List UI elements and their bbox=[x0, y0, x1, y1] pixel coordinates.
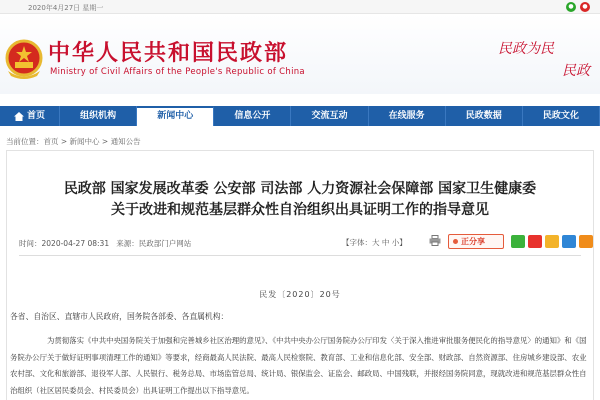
article-panel bbox=[6, 150, 594, 400]
main-nav bbox=[0, 106, 600, 126]
social-links bbox=[566, 2, 590, 12]
meta-divider bbox=[19, 255, 581, 256]
nav-item-online-services[interactable]: 在线服务 bbox=[369, 106, 446, 126]
article-title-line-1: 民政部 国家发展改革委 公安部 司法部 人力资源社会保障部 国家卫生健康委 bbox=[63, 181, 537, 197]
nav-item-interaction[interactable]: 交流互动 bbox=[291, 106, 368, 126]
nav-item-organization[interactable]: 组织机构 bbox=[60, 106, 137, 126]
publish-time: 2020-04-27 08:31 bbox=[41, 239, 110, 248]
current-date: 2020年4月27日 星期一 bbox=[28, 4, 104, 12]
wechat-share-icon[interactable] bbox=[511, 235, 525, 248]
nav-item-label: 首页 bbox=[26, 111, 45, 121]
font-size-selector[interactable]: 【字体：大 中 小】 bbox=[342, 238, 407, 247]
breadcrumb[interactable]: 当前位置：首页 > 新闻中心 > 通知公告 bbox=[6, 137, 141, 146]
weibo-icon[interactable]: ● bbox=[580, 2, 590, 12]
site-title-english: Ministry of Civil Affairs of the People's Republic of China bbox=[50, 67, 305, 77]
national-emblem-icon bbox=[4, 38, 44, 80]
article-source: 民政部门户网站 bbox=[138, 239, 192, 248]
top-bar bbox=[0, 0, 600, 14]
source-label: 来源： bbox=[116, 239, 139, 248]
time-label: 时间： bbox=[19, 239, 42, 248]
qzone-share-icon[interactable] bbox=[545, 235, 559, 248]
nav-item-civil-culture[interactable]: 民政文化 bbox=[523, 106, 600, 126]
share-icons bbox=[511, 235, 593, 248]
home-icon bbox=[14, 112, 24, 121]
document-number: 民发〔2020〕20号 bbox=[259, 290, 341, 299]
nav-item-information-disclosure[interactable]: 信息公开 bbox=[214, 106, 291, 126]
more-share-icon[interactable] bbox=[579, 235, 593, 248]
wechat-icon[interactable]: ● bbox=[566, 2, 576, 12]
weibo-share-icon[interactable] bbox=[528, 235, 542, 248]
tieba-share-icon[interactable] bbox=[562, 235, 576, 248]
nav-item-civil-data[interactable]: 民政数据 bbox=[446, 106, 523, 126]
article-meta bbox=[19, 238, 191, 249]
document-recipients: 各省、自治区、直辖市人民政府，国务院各部委、各直属机构： bbox=[10, 312, 229, 321]
nav-item-home[interactable] bbox=[0, 106, 60, 126]
site-title: 中华人民共和国民政部 bbox=[48, 40, 289, 66]
body-paragraph: 为贯彻落实《中共中央国务院关于加强和完善城乡社区治理的意见》、《中共中央办公厅国务院办公厅印发〈关于深入推进审批服务便民化的指导意见〉的通知》和《国务院办公厅关于做好证明事项清理工作的通知》等要求，经商最高人民法院、最高人民检察院、教育部、工业和信息化部、安全部、财政部、自然资源部、住房城乡建设部、农业农村部、文化和旅游部、退役军人部、人民银行、税务总局、市场监管总局、统计局、银保监会、证监会、邮政局、中国残联，并报经国务院同意，现就改进和规范基层群众性自治组织（社区居民委员会、村民委员会）出具证明工作提出以下指导意见。 bbox=[10, 336, 587, 395]
slogan-line-1: 民政为民 bbox=[498, 41, 554, 57]
site-header bbox=[0, 14, 600, 94]
slogan-line-2: 民政 bbox=[562, 63, 590, 79]
print-icon[interactable] bbox=[429, 235, 441, 246]
nav-item-news-center[interactable]: 新闻中心 bbox=[137, 106, 214, 126]
article-title-line-2: 关于改进和规范基层群众性自治组织出具证明工作的指导意见 bbox=[111, 202, 489, 218]
share-button[interactable]: 正分享 bbox=[448, 234, 504, 249]
calligraphy-slogan bbox=[498, 36, 590, 86]
